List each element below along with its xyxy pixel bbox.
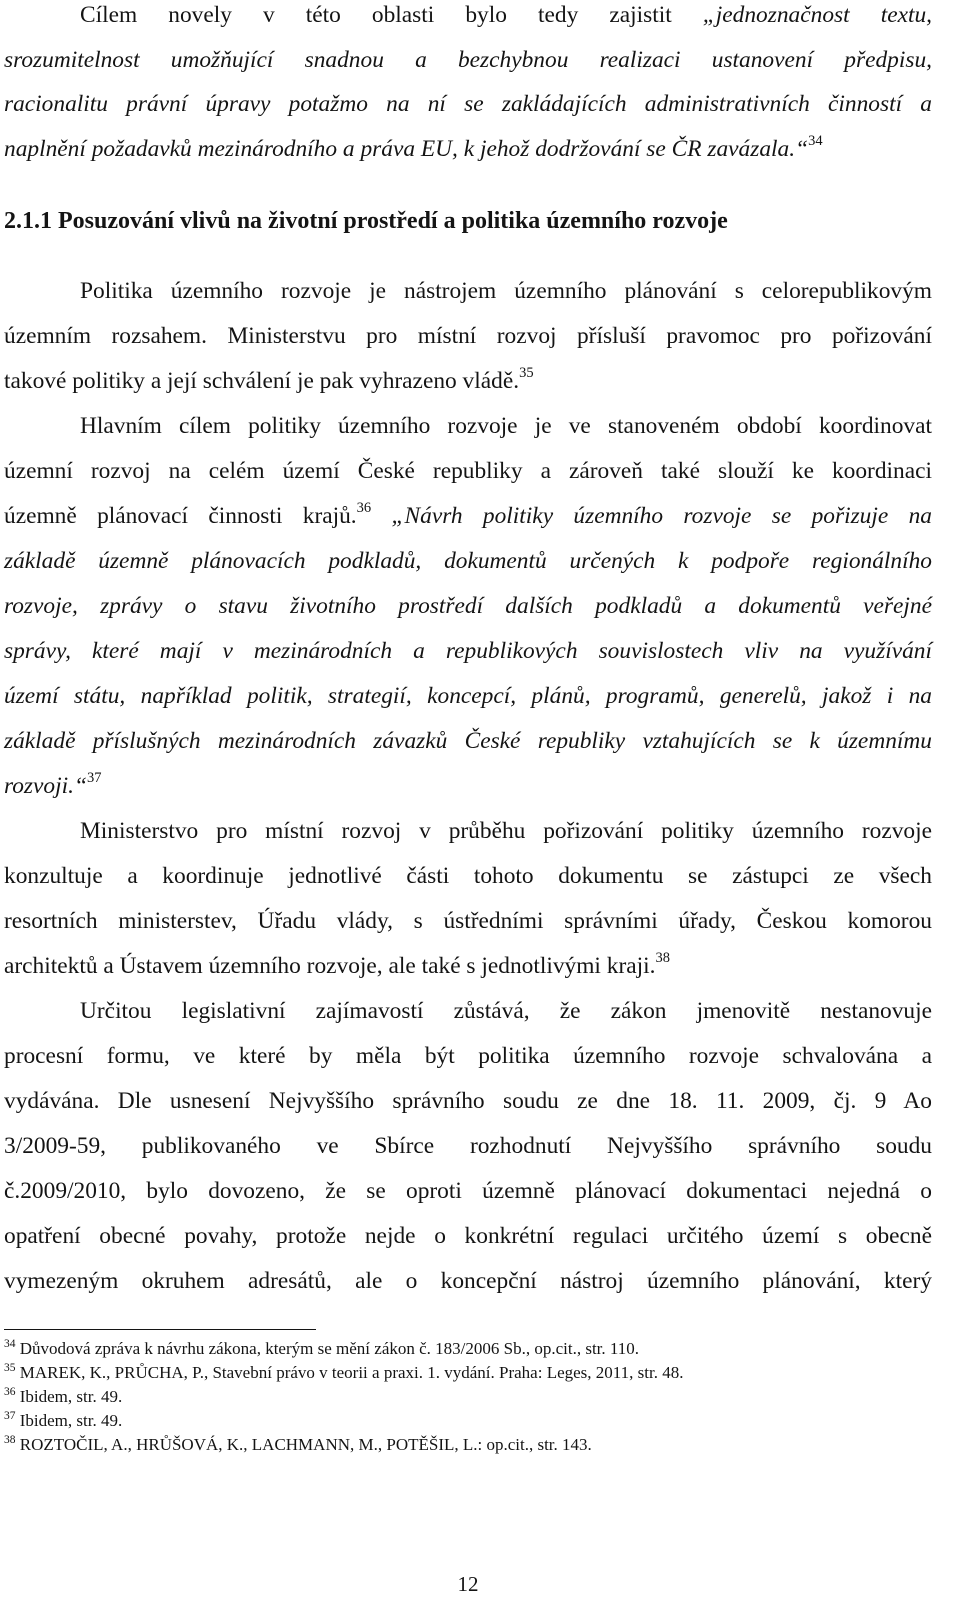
paragraph-3-line-9: rozvoji.“$^{37}$ [4, 770, 102, 799]
footnote-36: $^{36}$ Ibidem, str. 49. [4, 1386, 123, 1406]
paragraph-3-line-1: Hlavním cílem politiky územního rozvoje je ve stanoveném období koordinovat [80, 413, 932, 439]
paragraph-4-line-2: konzultuje a koordinuje jednotlivé části tohoto dokumentu se zástupci ze všech [4, 863, 932, 889]
paragraph-4-line-4: architektů a Ústavem územního rozvoje, ale také s jednotlivými kraji.$^{38}$ [4, 950, 670, 979]
paragraph-4-line-3: resortních ministerstev, Úřadu vlády, s ústředními správními úřady, Českou komorou [4, 908, 932, 934]
paragraph-5-line-3: vydávána. Dle usnesení Nejvyššího správního soudu ze dne 18. 11. 2009, čj. 9 Ao [4, 1088, 932, 1114]
paragraph-5-line-4: 3/2009-59, publikovaného ve Sbírce rozhodnutí Nejvyššího správního soudu [4, 1133, 932, 1159]
paragraph-1-line-2: srozumitelnost umožňující snadnou a bezchybnou realizaci ustanovení předpisu, [4, 47, 932, 73]
paragraph-5-line-1: Určitou legislativní zajímavostí zůstává, že zákon jmenovitě nestanovuje [80, 998, 932, 1024]
paragraph-3-line-2: územní rozvoj na celém území České republiky a zároveň také slouží ke koordinaci [4, 458, 932, 484]
paragraph-2-line-3: takové politiky a její schválení je pak vyhrazeno vládě.$^{35}$ [4, 365, 534, 394]
paragraph-3-line-6: správy, které mají v mezinárodních a republikových souvislostech vliv na využívání [4, 638, 932, 664]
paragraph-3-line-4: základě územně plánovacích podkladů, dokumentů určených k podpoře regionálního [4, 548, 932, 574]
paragraph-5-line-6: opatření obecné povahy, protože nejde o konkrétní regulaci určitého území s obecně [4, 1223, 932, 1249]
paragraph-3-line-7: území státu, například politik, strategií, koncepcí, plánů, programů, generelů, jakož i na [4, 683, 932, 709]
paragraph-1-line-4: naplnění požadavků mezinárodního a práva EU, k jehož dodržování se ČR zavázala.“$^{34}$ [4, 133, 823, 162]
footnote-37: $^{37}$ Ibidem, str. 49. [4, 1410, 123, 1430]
footnote-ref-35: 35 [519, 365, 534, 381]
footnote-34: $^{34}$ Důvodová zpráva k návrhu zákona, kterým se mění zákon č. 183/2006 Sb., op.cit., str. 110. [4, 1338, 640, 1358]
footnote-ref-36: 36 [356, 500, 372, 516]
page-number: 12 [457, 1572, 479, 1596]
section-heading: 2.1.1 Posuzování vlivů na životní prostředí a politika územního rozvoje [4, 208, 728, 234]
paragraph-5-line-7: vymezeným okruhem adresátů, ale o koncepční nástroj územního plánování, který [4, 1268, 932, 1294]
quote-start: „jednoznačnost textu, [702, 2, 932, 28]
paragraph-1-line-3: racionalitu právní úpravy potažmo na ní se zakládajících administrativních činností a [4, 91, 932, 117]
paragraph-3-line-8: základě příslušných mezinárodních závazků České republiky vztahujících se k územnímu [4, 728, 932, 754]
paragraph-2-line-1: Politika územního rozvoje je nástrojem územního plánování s celorepublikovým [80, 278, 932, 304]
paragraph-3-line-5: rozvoje, zprávy o stavu životního prostředí dalších podkladů a dokumentů veřejné [4, 593, 932, 619]
footnote-ref-38: 38 [655, 950, 670, 966]
paragraph-4-line-1: Ministerstvo pro místní rozvoj v průběhu pořizování politiky územního rozvoje [80, 818, 932, 844]
footnote-ref-34: 34 [808, 133, 823, 149]
paragraph-5-line-2: procesní formu, ve které by měla být politika územního rozvoje schvalována a [4, 1043, 932, 1069]
footnote-separator [4, 1329, 316, 1330]
paragraph-3-line-3: územně plánovací činnosti krajů.$^{36}$ „Návrh politiky územního rozvoje se pořizuje na [4, 500, 932, 529]
footnote-ref-37: 37 [86, 770, 102, 786]
footnote-35: $^{35}$ MAREK, K., PRŮCHA, P., Stavební právo v teorii a praxi. 1. vydání. Praha: Leges, 2011, str. 48. [4, 1362, 684, 1382]
paragraph-5-line-5: č.2009/2010, bylo dovozeno, že se oproti územně plánovací dokumentaci nejedná o [4, 1178, 932, 1204]
paragraph-2-line-2: územním rozsahem. Ministerstvu pro místní rozvoj přísluší pravomoc pro pořizování [4, 323, 932, 349]
footnote-38: $^{38}$ ROZTOČIL, A., HRŮŠOVÁ, K., LACHMANN, M., POTĚŠIL, L.: op.cit., str. 143. [4, 1434, 592, 1454]
paragraph-1-line-1: Cílem novely v této oblasti bylo tedy zajistit „jednoznačnost textu, [80, 2, 932, 28]
